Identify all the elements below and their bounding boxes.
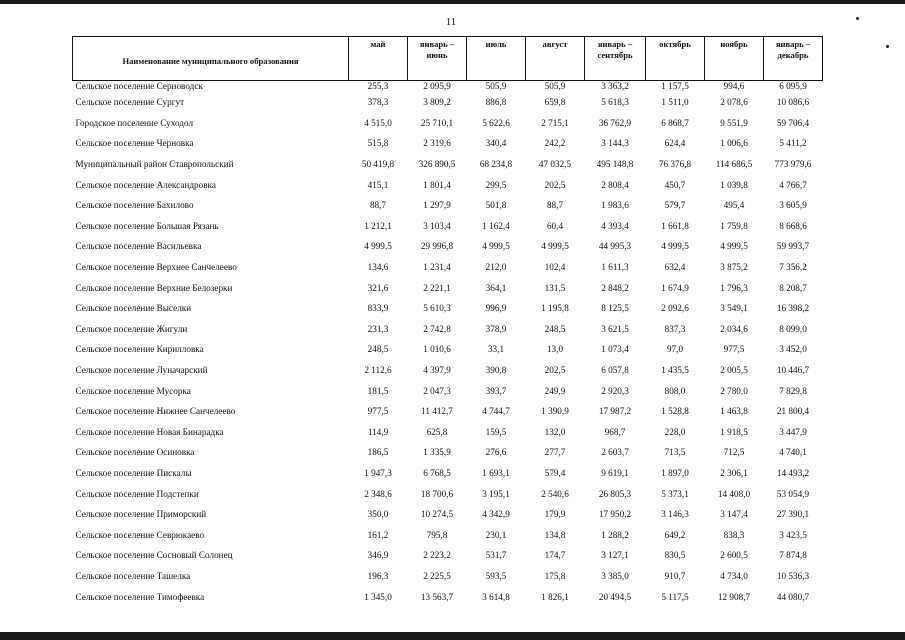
- value-cell: 4 999,5: [661, 241, 689, 252]
- value-cell: 632,4: [664, 262, 686, 273]
- value-cell: 2 715,1: [541, 117, 569, 128]
- value-cell: 17 987,2: [598, 406, 632, 417]
- value-cell: 1 947,3: [364, 467, 392, 478]
- value-cell: 114 686,5: [715, 159, 753, 170]
- table-row: [73, 483, 823, 504]
- value-cell: 1 039,8: [720, 179, 748, 190]
- value-cell: 53 054,9: [776, 488, 810, 499]
- value-cell: 5 622,6: [482, 117, 510, 128]
- column-header-may: май: [349, 37, 408, 81]
- table-row: [73, 92, 823, 113]
- value-cell: 350,0: [367, 509, 389, 520]
- municipality-name-cell: Городское поселение Суходол: [75, 117, 194, 128]
- value-cell: 5 373,1: [661, 488, 689, 499]
- value-cell: 346,9: [367, 550, 389, 561]
- value-cell: 26 805,3: [598, 488, 632, 499]
- value-cell: 415,1: [367, 179, 389, 190]
- table-row: [73, 545, 823, 566]
- value-cell: 6 057,8: [601, 365, 629, 376]
- value-cell: 277,7: [544, 447, 566, 458]
- municipality-name-cell: Сельское поселение Осиновка: [75, 447, 195, 458]
- value-cell: 1 390,9: [541, 406, 569, 417]
- table-row: [73, 380, 823, 401]
- value-cell: 242,2: [544, 138, 566, 149]
- value-cell: 1 195,8: [541, 303, 569, 314]
- value-cell: 795,8: [426, 529, 448, 540]
- value-cell: 7 874,8: [779, 550, 807, 561]
- value-cell: 1 611,3: [601, 262, 629, 273]
- value-cell: 996,9: [485, 303, 507, 314]
- municipality-name-cell: Сельское поселение Мусорка: [75, 385, 191, 396]
- column-header-july: июль: [467, 37, 526, 81]
- value-cell: 5 411,2: [779, 138, 807, 149]
- column-header-jan-dec: январь – декабрь: [764, 37, 823, 81]
- value-cell: 833,9: [367, 303, 389, 314]
- value-cell: 2 005,5: [720, 365, 748, 376]
- municipality-name-cell: Сельское поселение Серноводск: [75, 81, 203, 91]
- value-cell: 97,0: [666, 344, 684, 355]
- value-cell: 2 348,6: [364, 488, 392, 499]
- table-row: [73, 504, 823, 525]
- value-cell: 12 908,7: [717, 591, 751, 602]
- value-cell: 1 693,1: [482, 467, 510, 478]
- value-cell: 3 447,9: [779, 426, 807, 437]
- value-cell: 3 614,8: [482, 591, 510, 602]
- table-row: [73, 524, 823, 545]
- table-row: [73, 257, 823, 278]
- value-cell: 1 759,8: [720, 220, 748, 231]
- table-row: [73, 463, 823, 484]
- value-cell: 3 875,2: [720, 262, 748, 273]
- page-number: 11: [445, 16, 457, 28]
- value-cell: 36 762,9: [598, 117, 632, 128]
- value-cell: 3 605,9: [779, 200, 807, 211]
- table-row: [73, 216, 823, 237]
- value-cell: 4 397,9: [423, 365, 451, 376]
- value-cell: 1 010,6: [423, 344, 451, 355]
- value-cell: 2 047,3: [423, 385, 451, 396]
- value-cell: 1 157,5: [661, 81, 689, 91]
- value-cell: 10 446,7: [776, 365, 810, 376]
- table-row: [73, 566, 823, 587]
- municipality-name-cell: Сельское поселение Новая Бинарадка: [75, 426, 224, 437]
- value-cell: 773 979,6: [774, 159, 812, 170]
- value-cell: 1 335,9: [423, 447, 451, 458]
- value-cell: 8 668,6: [779, 220, 807, 231]
- value-cell: 174,7: [544, 550, 566, 561]
- value-cell: 3 452,0: [779, 344, 807, 355]
- value-cell: 2 848,2: [601, 282, 629, 293]
- value-cell: 2 780,0: [720, 385, 748, 396]
- value-cell: 579,7: [664, 200, 686, 211]
- value-cell: 1 661,8: [661, 220, 689, 231]
- value-cell: 1 983,6: [601, 200, 629, 211]
- municipality-name-cell: Сельское поселение Тимофеевка: [75, 591, 205, 602]
- value-cell: 8 125,5: [601, 303, 629, 314]
- value-cell: 1 528,8: [661, 406, 689, 417]
- value-cell: 13,0: [546, 344, 564, 355]
- value-cell: 10 536,3: [776, 570, 810, 581]
- value-cell: 1 288,2: [601, 529, 629, 540]
- value-cell: 202,5: [544, 365, 566, 376]
- value-cell: 579,4: [544, 467, 566, 478]
- table-row: [73, 236, 823, 257]
- table-row: [73, 319, 823, 340]
- value-cell: 6 768,5: [423, 467, 451, 478]
- municipality-name-cell: Сельское поселение Выселки: [75, 303, 192, 314]
- value-cell: 230,1: [485, 529, 507, 540]
- value-cell: 21 800,4: [776, 406, 810, 417]
- municipality-name-cell: Сельское поселение Ташелка: [75, 570, 191, 581]
- municipality-name-cell: Сельское поселение Жигули: [75, 323, 188, 334]
- value-cell: 1 796,3: [720, 282, 748, 293]
- value-cell: 76 376,8: [658, 159, 692, 170]
- value-cell: 968,7: [604, 426, 626, 437]
- value-cell: 8 208,7: [779, 282, 807, 293]
- value-cell: 3 127,1: [601, 550, 629, 561]
- value-cell: 202,5: [544, 179, 566, 190]
- value-cell: 102,4: [544, 262, 566, 273]
- value-cell: 830,5: [664, 550, 686, 561]
- table-row: [73, 401, 823, 422]
- value-cell: 3 144,3: [601, 138, 629, 149]
- table-row: [73, 442, 823, 463]
- value-cell: 161,2: [367, 529, 389, 540]
- value-cell: 393,7: [485, 385, 507, 396]
- data-table: [72, 36, 823, 607]
- municipality-name-cell: Сельское поселение Приморский: [75, 509, 207, 520]
- value-cell: 1 231,4: [423, 262, 451, 273]
- value-cell: 1 297,9: [423, 200, 451, 211]
- value-cell: 515,8: [367, 138, 389, 149]
- value-cell: 977,5: [723, 344, 745, 355]
- value-cell: 649,2: [664, 529, 686, 540]
- value-cell: 3 549,1: [720, 303, 748, 314]
- municipality-name-cell: Сельское поселение Верхнее Санчелеево: [75, 262, 237, 273]
- value-cell: 299,5: [485, 179, 507, 190]
- value-cell: 364,1: [485, 282, 507, 293]
- value-cell: 3 146,3: [661, 509, 689, 520]
- value-cell: 1 435,5: [661, 365, 689, 376]
- table-row: [73, 298, 823, 319]
- value-cell: 1 826,1: [541, 591, 569, 602]
- municipality-name-cell: Сельское поселение Нижнее Санчелеево: [75, 406, 236, 417]
- value-cell: 186,5: [367, 447, 389, 458]
- scan-speck: [856, 17, 859, 20]
- value-cell: 47 032,5: [538, 159, 572, 170]
- value-cell: 625,8: [426, 426, 448, 437]
- value-cell: 134,6: [367, 262, 389, 273]
- value-cell: 29 996,8: [420, 241, 454, 252]
- value-cell: 212,0: [485, 262, 507, 273]
- value-cell: 1 073,4: [601, 344, 629, 355]
- value-cell: 886,8: [485, 97, 507, 108]
- municipality-name-cell: Сельское поселение Пискалы: [75, 467, 192, 478]
- value-cell: 378,9: [485, 323, 507, 334]
- value-cell: 249,9: [544, 385, 566, 396]
- value-cell: 6 868,7: [661, 117, 689, 128]
- value-cell: 450,7: [664, 179, 686, 190]
- value-cell: 4 734,0: [720, 570, 748, 581]
- column-header-november: ноябрь: [705, 37, 764, 81]
- value-cell: 3 809,2: [423, 97, 451, 108]
- value-cell: 7 829,8: [779, 385, 807, 396]
- value-cell: 659,8: [544, 97, 566, 108]
- value-cell: 326 890,5: [418, 159, 456, 170]
- value-cell: 4 515,0: [364, 117, 392, 128]
- table-row: [73, 339, 823, 360]
- value-cell: 8 099,0: [779, 323, 807, 334]
- value-cell: 255,3: [367, 81, 389, 91]
- value-cell: 114,9: [367, 426, 389, 437]
- value-cell: 27 390,1: [776, 509, 810, 520]
- value-cell: 1 511,0: [661, 97, 689, 108]
- column-header-jan-jun: январь – июнь: [408, 37, 467, 81]
- table-row: [73, 195, 823, 216]
- value-cell: 2 092,6: [661, 303, 689, 314]
- value-cell: 25 710,1: [420, 117, 454, 128]
- table-row: [73, 586, 823, 607]
- column-header-august: август: [526, 37, 585, 81]
- value-cell: 624,4: [664, 138, 686, 149]
- value-cell: 2 540,6: [541, 488, 569, 499]
- scan-border-bottom: [0, 632, 905, 640]
- value-cell: 808,0: [664, 385, 686, 396]
- value-cell: 10 274,5: [420, 509, 454, 520]
- value-cell: 132,0: [544, 426, 566, 437]
- value-cell: 175,8: [544, 570, 566, 581]
- value-cell: 1 918,5: [720, 426, 748, 437]
- value-cell: 713,5: [664, 447, 686, 458]
- value-cell: 501,8: [485, 200, 507, 211]
- value-cell: 7 356,2: [779, 262, 807, 273]
- value-cell: 3 363,2: [601, 81, 629, 91]
- table-row: [73, 154, 823, 175]
- value-cell: 495 148,8: [596, 159, 634, 170]
- value-cell: 1 674,9: [661, 282, 689, 293]
- column-header-october: октябрь: [646, 37, 705, 81]
- value-cell: 4 999,5: [720, 241, 748, 252]
- value-cell: 44 995,3: [598, 241, 632, 252]
- value-cell: 59 706,4: [776, 117, 810, 128]
- value-cell: 4 744,7: [482, 406, 510, 417]
- municipality-name-cell: Сельское поселение Большая Рязань: [75, 220, 219, 231]
- value-cell: 390,8: [485, 365, 507, 376]
- value-cell: 68 234,8: [479, 159, 513, 170]
- municipality-name-cell: Сельское поселение Бахилово: [75, 200, 194, 211]
- value-cell: 3 621,5: [601, 323, 629, 334]
- value-cell: 1 212,1: [364, 220, 392, 231]
- table-row: [73, 360, 823, 381]
- municipality-name-cell: Сельское поселение Луначарский: [75, 365, 208, 376]
- municipality-name-cell: Сельское поселение Кирилловка: [75, 344, 204, 355]
- value-cell: 340,4: [485, 138, 507, 149]
- value-cell: 910,7: [664, 570, 686, 581]
- value-cell: 1 006,6: [720, 138, 748, 149]
- value-cell: 2 221,1: [423, 282, 451, 293]
- municipality-name-cell: Сельское поселение Верхние Белозерки: [75, 282, 233, 293]
- value-cell: 6 095,9: [779, 81, 807, 91]
- table-row: [73, 277, 823, 298]
- value-cell: 3 423,5: [779, 529, 807, 540]
- municipality-name-cell: Сельское поселение Севрюкаево: [75, 529, 205, 540]
- value-cell: 4 342,9: [482, 509, 510, 520]
- value-cell: 5 117,5: [661, 591, 689, 602]
- value-cell: 2 920,3: [601, 385, 629, 396]
- value-cell: 17 950,2: [598, 509, 632, 520]
- value-cell: 2 319,6: [423, 138, 451, 149]
- value-cell: 60,4: [546, 220, 564, 231]
- table-row: [73, 113, 823, 134]
- value-cell: 2 223,2: [423, 550, 451, 561]
- column-header-name: Наименование муниципального образования: [73, 37, 349, 81]
- value-cell: 1 463,8: [720, 406, 748, 417]
- table-body: [73, 81, 823, 607]
- table-row: [73, 174, 823, 195]
- value-cell: 1 897,0: [661, 467, 689, 478]
- scan-speck: [886, 45, 889, 48]
- municipality-name-cell: Сельское поселение Сосновый Солонец: [75, 550, 233, 561]
- value-cell: 593,5: [485, 570, 507, 581]
- value-cell: 2 095,9: [423, 81, 451, 91]
- value-cell: 2 225,5: [423, 570, 451, 581]
- value-cell: 14 493,2: [776, 467, 810, 478]
- value-cell: 11 412,7: [421, 406, 453, 417]
- value-cell: 3 147,4: [720, 509, 748, 520]
- value-cell: 4 999,5: [482, 241, 510, 252]
- value-cell: 248,5: [367, 344, 389, 355]
- value-cell: 4 999,5: [541, 241, 569, 252]
- table-row: [73, 81, 823, 93]
- value-cell: 33,1: [487, 344, 505, 355]
- value-cell: 5 610,3: [423, 303, 451, 314]
- value-cell: 4 999,5: [364, 241, 392, 252]
- value-cell: 159,5: [485, 426, 507, 437]
- value-cell: 179,9: [544, 509, 566, 520]
- municipality-name-cell: Сельское поселение Александровка: [75, 179, 216, 190]
- value-cell: 20 494,5: [598, 591, 632, 602]
- value-cell: 2 034,6: [720, 323, 748, 334]
- value-cell: 495,4: [723, 200, 745, 211]
- value-cell: 838,3: [723, 529, 745, 540]
- table-row: [73, 422, 823, 443]
- value-cell: 712,5: [723, 447, 745, 458]
- municipality-name-cell: Сельское поселение Васильевка: [75, 241, 202, 252]
- value-cell: 88,7: [369, 200, 387, 211]
- value-cell: 276,6: [485, 447, 507, 458]
- value-cell: 531,7: [485, 550, 507, 561]
- value-cell: 231,3: [367, 323, 389, 334]
- value-cell: 9 619,1: [601, 467, 629, 478]
- value-cell: 2 306,1: [720, 467, 748, 478]
- value-cell: 378,3: [367, 97, 389, 108]
- value-cell: 5 618,3: [601, 97, 629, 108]
- value-cell: 10 086,6: [776, 97, 810, 108]
- value-cell: 248,5: [544, 323, 566, 334]
- municipality-name-cell: Муниципальный район Ставропольский: [75, 159, 234, 170]
- value-cell: 134,8: [544, 529, 566, 540]
- value-cell: 2 742,8: [423, 323, 451, 334]
- value-cell: 2 600,5: [720, 550, 748, 561]
- value-cell: 1 801,4: [423, 179, 451, 190]
- value-cell: 18 700,6: [420, 488, 454, 499]
- value-cell: 1 345,0: [364, 591, 392, 602]
- table-header-row: [73, 37, 823, 81]
- value-cell: 994,6: [723, 81, 745, 91]
- value-cell: 228,0: [664, 426, 686, 437]
- value-cell: 44 080,7: [776, 591, 810, 602]
- value-cell: 3 103,4: [423, 220, 451, 231]
- value-cell: 88,7: [546, 200, 564, 211]
- municipality-name-cell: Сельское поселение Черновка: [75, 138, 194, 149]
- municipality-name-cell: Сельское поселение Подстепки: [75, 488, 199, 499]
- value-cell: 2 112,6: [364, 365, 392, 376]
- value-cell: 16 398,2: [776, 303, 810, 314]
- value-cell: 505,9: [544, 81, 566, 91]
- value-cell: 181,5: [367, 385, 389, 396]
- municipality-name-cell: Сельское поселение Сургут: [75, 97, 185, 108]
- value-cell: 3 385,0: [601, 570, 629, 581]
- value-cell: 59 993,7: [776, 241, 810, 252]
- value-cell: 14 408,0: [717, 488, 751, 499]
- value-cell: 321,6: [367, 282, 389, 293]
- scan-border-top: [0, 0, 905, 4]
- value-cell: 2 078,6: [720, 97, 748, 108]
- value-cell: 4 766,7: [779, 179, 807, 190]
- value-cell: 50 419,8: [361, 159, 395, 170]
- value-cell: 2 603,7: [601, 447, 629, 458]
- value-cell: 4 740,1: [779, 447, 807, 458]
- value-cell: 977,5: [367, 406, 389, 417]
- column-header-jan-sep: январь – сентябрь: [585, 37, 646, 81]
- value-cell: 2 808,4: [601, 179, 629, 190]
- value-cell: 3 195,1: [482, 488, 510, 499]
- value-cell: 9 551,9: [720, 117, 748, 128]
- value-cell: 837,3: [664, 323, 686, 334]
- value-cell: 1 162,4: [482, 220, 510, 231]
- value-cell: 196,3: [367, 570, 389, 581]
- table-row: [73, 133, 823, 154]
- value-cell: 4 393,4: [601, 220, 629, 231]
- value-cell: 505,9: [485, 81, 507, 91]
- value-cell: 13 563,7: [420, 591, 454, 602]
- value-cell: 131,5: [544, 282, 566, 293]
